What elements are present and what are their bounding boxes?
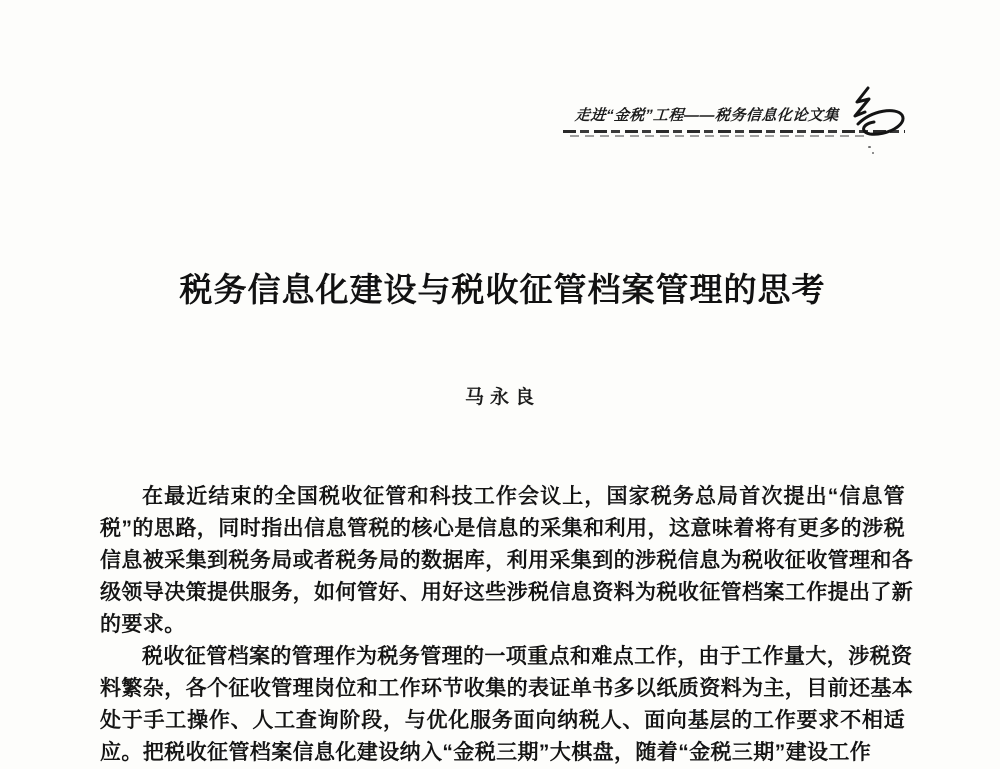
paper-body xyxy=(100,481,914,769)
body-line: 税”的思路，同时指出信息管税的核心是信息的采集和利用，这意味着将有更多的涉税 xyxy=(100,517,905,540)
body-line: 在最近结束的全国税收征管和科技工作会议上，国家税务总局首次提出“信息管 xyxy=(142,485,905,508)
paper-title: 税务信息化建设与税收征管档案管理的思考 xyxy=(179,271,826,308)
ink-speck xyxy=(868,146,871,148)
body-line: 料繁杂，各个征收管理岗位和工作环节收集的表证单书多以纸质资料为主，目前还基本 xyxy=(100,677,914,700)
body-line: 的要求。 xyxy=(100,613,186,636)
body-line: 级领导决策提供服务，如何管好、用好这些涉税信息资料为税收征管档案工作提出了新 xyxy=(100,581,914,604)
body-line: 信息被采集到税务局或者税务局的数据库，利用采集到的涉税信息为税收征收管理和各 xyxy=(100,549,914,572)
paper-author: 马永良 xyxy=(464,387,540,408)
body-line: 处于手工操作、人工查询阶段，与优化服务面向纳税人、面向基层的工作要求不相适 xyxy=(100,709,905,732)
body-line-clipped: 应。把税收征管档案信息化建设纳入“金税三期”大棋盘，随着“金税三期”建设工作 xyxy=(100,741,872,764)
handwritten-scribble-icon xyxy=(842,82,918,148)
running-head-rule-bottom xyxy=(570,135,870,137)
body-line: 税收征管档案的管理作为税务管理的一项重点和难点工作，由于工作量大，涉税资 xyxy=(142,645,913,668)
running-head-title: 走进“金税”工程——税务信息化论文集 xyxy=(574,107,840,124)
ink-speck xyxy=(872,152,874,154)
